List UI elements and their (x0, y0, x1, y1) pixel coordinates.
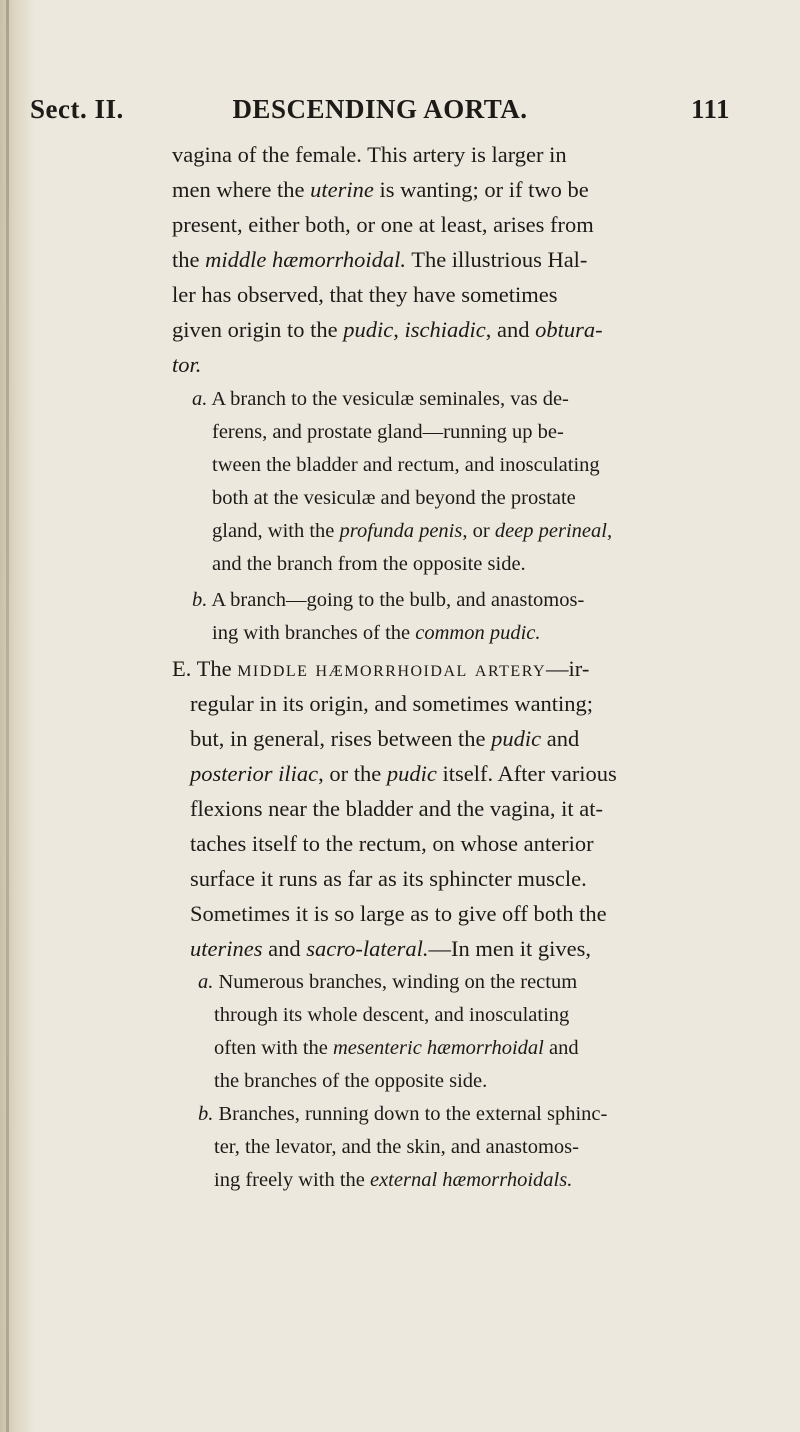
text-run: sacro-lateral. (306, 936, 429, 961)
text-line (212, 421, 564, 444)
page-title: DESCENDING AORTA. (232, 94, 528, 124)
text-line (172, 317, 603, 343)
text-run: is wanting; or if two be (373, 177, 589, 202)
text-run: tween the bladder and rectum, and inosculating (212, 454, 600, 476)
running-header (30, 94, 730, 134)
text-run: Sometimes it is so large as to give off both the (190, 901, 607, 926)
text-line (190, 901, 607, 927)
text-run: tor. (172, 352, 202, 377)
text-line (172, 177, 589, 203)
text-run: , or the (318, 761, 387, 786)
text-run: profunda penis (339, 520, 463, 542)
text-run: Numerous branches, winding on the rectum (213, 971, 578, 993)
text-line (190, 761, 617, 787)
text-run: a. (192, 388, 208, 410)
text-line (192, 589, 584, 612)
text-run: —ir- (546, 656, 590, 681)
text-run: given origin to the (172, 317, 344, 342)
text-run: regular in its origin, and sometimes wanting; (190, 691, 594, 716)
text-run: pudic (386, 761, 437, 786)
text-run: uterine (310, 177, 374, 202)
section-heading: middle hæmorrhoidal artery (237, 656, 547, 681)
text-run: A branch—going to the bulb, and anastomos- (207, 589, 585, 611)
text-line (190, 936, 591, 962)
text-line (172, 247, 587, 273)
text-line (172, 656, 589, 682)
text-run: gland, with the (212, 520, 340, 542)
text-run: ischiadic (404, 317, 486, 342)
text-run: , or (462, 520, 495, 542)
text-line (212, 487, 576, 510)
text-run: the branches of the opposite side. (214, 1070, 488, 1092)
text-run: the (172, 247, 206, 272)
text-run: , (393, 317, 405, 342)
text-line (212, 622, 541, 645)
text-run: a. (198, 971, 214, 993)
text-line (214, 1037, 579, 1060)
text-run: deep perineal, (494, 520, 613, 542)
page-number: 111 (690, 94, 730, 124)
text-run: b. (192, 589, 208, 611)
text-run: both at the vesiculæ and beyond the prostate (212, 487, 576, 509)
text-run: through its whole descent, and inosculating (214, 1004, 570, 1026)
text-run: and the branch from the opposite side. (212, 553, 526, 575)
text-run: flexions near the bladder and the vagina, it at- (190, 796, 603, 821)
text-run: pudic (343, 317, 394, 342)
text-run: men where the (172, 177, 311, 202)
text-run: —In men it gives, (428, 936, 592, 961)
text-run: vagina of the female. This artery is larger in (172, 142, 567, 167)
text-line (172, 352, 201, 378)
text-run: external hæmorrhoidals. (369, 1169, 573, 1191)
text-run: mesenteric hæmorrhoidal (333, 1037, 544, 1059)
text-run: , and (485, 317, 536, 342)
text-run: pudic (491, 726, 542, 751)
text-line (214, 1136, 579, 1159)
text-run: ler has observed, that they have sometimes (172, 282, 558, 307)
text-line (214, 1004, 569, 1027)
text-run: The illustrious Hal- (405, 247, 588, 272)
text-run: and (543, 1037, 579, 1059)
text-line (214, 1169, 572, 1192)
text-run: Branches, running down to the external sphinc- (213, 1103, 608, 1125)
text-line (212, 520, 612, 543)
text-line (190, 726, 579, 752)
text-line (212, 454, 600, 477)
text-line (172, 212, 594, 238)
text-line (214, 1070, 487, 1093)
text-run: and (262, 936, 307, 961)
text-line (190, 866, 587, 892)
text-line (172, 142, 567, 168)
text-run: middle hæmorrhoidal. (205, 247, 406, 272)
text-line (198, 1103, 607, 1126)
text-line (198, 971, 577, 994)
text-run: A branch to the vesiculæ seminales, vas de- (207, 388, 569, 410)
text-run: b. (198, 1103, 214, 1125)
text-run: ing with branches of the (212, 622, 416, 644)
text-line (190, 691, 593, 717)
text-line (192, 388, 569, 411)
text-run: uterines (190, 936, 263, 961)
text-run: ferens, and prostate gland—running up be- (212, 421, 564, 443)
text-run: E. The (172, 656, 238, 681)
text-run: present, either both, or one at least, arises from (172, 212, 594, 237)
text-line (212, 553, 526, 576)
text-run: taches itself to the rectum, on whose anterior (190, 831, 594, 856)
text-line (190, 796, 603, 822)
text-run: common pudic. (415, 622, 541, 644)
binding-shadow (6, 0, 9, 1432)
text-line (190, 831, 594, 857)
text-run: and (541, 726, 580, 751)
text-line (172, 282, 558, 308)
text-run: surface it runs as far as its sphincter muscle. (190, 866, 587, 891)
text-run: ter, the levator, and the skin, and anastomos- (214, 1136, 579, 1158)
text-run: often with the (214, 1037, 333, 1059)
text-run: but, in general, rises between the (190, 726, 492, 751)
text-run: posterior iliac (190, 761, 319, 786)
text-run: ing freely with the (214, 1169, 370, 1191)
text-run: obtura- (535, 317, 603, 342)
section-label: Sect. II. (30, 94, 124, 124)
text-run: itself. After various (436, 761, 617, 786)
